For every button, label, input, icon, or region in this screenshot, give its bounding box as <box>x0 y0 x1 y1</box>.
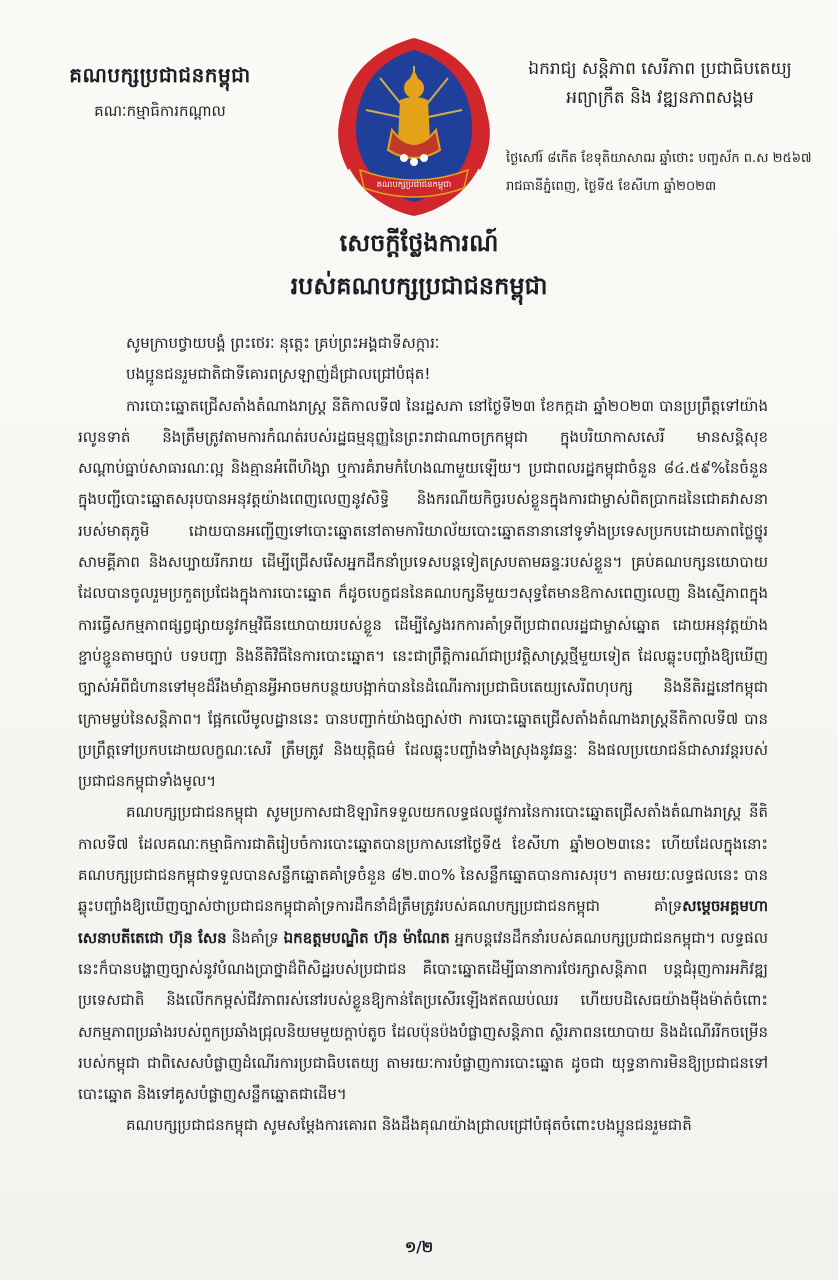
title-line2: របស់គណបក្សប្រជាជនកម្ពុជា <box>290 272 548 300</box>
paragraph-1: ការបោះឆ្នោតជ្រើសតាំងតំណាងរាស្ត្រ នីតិកាលទី៧ នៃរដ្ឋសភា នៅថ្ងៃទី២៣ ខែកក្កដា ឆ្នាំ២០២៣ បានប្រព្រឹត្តទៅយ៉ាងរលូនទាត់ និងត្រឹមត្រូវតាមការកំណត់របស់រដ្ឋធម្មនុញ្ញនៃព្រះរាជាណាចក្រកម្ពុជា ក្នុងបរិយាកាសសេរី មានសន្តិសុខ សណ្តាប់ធ្នាប់សាធារណៈល្អ និងគ្មានអំពើហិង្សា ឬការគំរាមកំហែងណាមួយឡើយ។ ប្រជាពលរដ្ឋកម្ពុជាចំនួន ៨៤.៥៩%នៃចំនួនក្នុងបញ្ជីបោះឆ្នោតសរុបបានអនុវត្តយ៉ាងពេញលេញនូវសិទ្ធិ និងករណីយកិច្ចរបស់ខ្លួនក្នុងការជាម្ចាស់ពិតប្រាកដនៃជោគវាសនារបស់មាតុភូមិ ដោយបានអញ្ជើញទៅបោះឆ្នោតនៅតាមការិយាល័យបោះឆ្នោតនានានៅទូទាំងប្រទេសប្រកបដោយភាពថ្លៃថ្នូរ សាមគ្គីភាព និងសប្បាយរីករាយ ដើម្បីជ្រើសរើសអ្នកដឹកនាំប្រទេសបន្តទៀតស្របតាមឆន្ទៈរបស់ខ្លួន។ គ្រប់គណបក្សនយោបាយដែលបានចូលរួមប្រកួតប្រជែងក្នុងការបោះឆ្នោត ក៏ដូចបេក្ខជននៃគណបក្សនីមួយៗសុទ្ធតែមានឱកាសពេញលេញ និងស្មើភាពក្នុងការធ្វើសកម្មភាពផ្សព្វផ្សាយនូវកម្មវិធីនយោបាយរបស់ខ្លួន ដើម្បីស្វែងរកការគាំទ្រពីប្រជាពលរដ្ឋជាម្ចាស់ឆ្នោត ដោយអនុវត្តយ៉ាងខ្ជាប់ខ្ជួនតាមច្បាប់ បទបញ្ជា និងនីតិវិធីនៃការបោះឆ្នោត។ នេះជាព្រឹត្តិការណ៍ជាប្រវត្តិសាស្ត្រថ្មីមួយទៀត ដែលឆ្លុះបញ្ចាំងឱ្យឃើញច្បាស់អំពីជំហានទៅមុខដ៏រឹងមាំគ្មានអ្វីអាចមកបន្ថយបង្អាក់បាននៃដំណើរការប្រជាធិបតេយ្យសេរីពហុបក្ស និងនីតិរដ្ឋនៅកម្ពុជាក្រោមម្លប់នៃសន្តិភាព។ ផ្អែកលើមូលដ្ឋាននេះ បានបញ្ជាក់យ៉ាងច្បាស់ថា ការបោះឆ្នោតជ្រើសតាំងតំណាងរាស្ត្រនីតិកាលទី៧ បានប្រព្រឹត្តទៅប្រកបដោយលក្ខណៈសេរី ត្រឹមត្រូវ និងយុត្តិធម៌ ដែលឆ្លុះបញ្ចាំងទាំងស្រុងនូវឆន្ទៈ និងផលប្រយោជន៍ជាសារវន្តរបស់ប្រជាជនកម្ពុជាទាំងមូល។ <box>78 396 768 791</box>
paragraph-2-bold-hun-manet: ឯកឧត្តមបណ្ឌិត ហ៊ុន ម៉ាណែត <box>283 928 450 947</box>
national-motto-line1: ឯករាជ្យ សន្តិភាព សេរីភាព ប្រជាធិបតេយ្យ <box>528 59 792 79</box>
document-body <box>78 328 768 1142</box>
party-logo <box>330 30 498 220</box>
title-line1: សេចក្តីថ្លែងការណ៍ <box>339 229 499 257</box>
greeting-line2: បងប្អូនជនរួមជាតិជាទីគោរពស្រឡាញ់ដ៏ជ្រាលជ្រៅបំផុត! <box>126 365 431 384</box>
paragraph-2-part-c: អ្នកបន្តវេនដឹកនាំរបស់គណបក្សប្រជាជនកម្ពុជា។ លទ្ធផលនេះក៏បានបង្ហាញច្បាស់នូវបំណងប្រាថ្នាដ៏ពិសិដ្ឋរបស់ប្រជាជន គឺបោះឆ្នោតដើម្បីធានាការថែរក្សាសន្តិភាព បន្តជំរុញការអភិវឌ្ឍប្រទេសជាតិ និងលើកកម្ពស់ជីវភាពរស់នៅរបស់ខ្លួនឱ្យកាន់តែប្រសើរឡើងឥតឈប់ឈរ ហើយបដិសេធយ៉ាងម៉ឺងម៉ាត់ចំពោះសកម្មភាពប្រឆាំងរបស់ពួកប្រឆាំងជ្រុលនិយមមួយក្តាប់តូច ដែលប៉ុនប៉ងបំផ្លាញសន្តិភាព ស្ថិរភាពនយោបាយ និងដំណើររីកចម្រើនរបស់កម្ពុជា ជាពិសេសបំផ្លាញដំណើរការប្រជាធិបតេយ្យ តាមរយៈការបំផ្លាញការបោះឆ្នោត ដូចជា យុទ្ធនាការមិនឱ្យប្រជាជនទៅបោះឆ្នោត និងទៅគូសបំផ្លាញសន្លឹកឆ្នោតជាដើម។ <box>78 928 768 1104</box>
date-block <box>506 145 822 201</box>
national-motto-line2: អព្យាក្រឹត និង វឌ្ឍនភាពសង្គម <box>566 88 754 108</box>
page-number: ១/២ <box>404 1238 434 1256</box>
logo-text: គណបក្សប្រជាជនកម្ពុជា <box>376 180 452 190</box>
paragraph-2-part-b: និងគាំទ្រ <box>226 928 284 947</box>
date-solar: រាជធានីភ្នំពេញ, ថ្ងៃទី៥ ខែសីហា ឆ្នាំ២០២៣ <box>506 179 717 194</box>
paragraph-2-part-a: គណបក្សប្រជាជនកម្ពុជា សូមប្រកាសជាឱឡារិកទទួលយកលទ្ធផលផ្លូវការនៃការបោះឆ្នោតជ្រើសតាំងតំណាងរាស្ត្រ នីតិកាលទី៧ ដែលគណៈកម្មាធិការជាតិរៀបចំការបោះឆ្នោតបានប្រកាសនៅថ្ងៃទី៥ ខែសីហា ឆ្នាំ២០២៣នេះ ហើយដែលក្នុងនោះ គណបក្សប្រជាជនកម្ពុជាទទួលបានសន្លឹកឆ្នោតគាំទ្រចំនួន ៨២.៣០% នៃសន្លឹកឆ្នោតបានការសរុប។ តាមរយៈលទ្ធផលនេះ បានឆ្លុះបញ្ចាំងឱ្យឃើញច្បាស់ថាប្រជាជនកម្ពុជាគាំទ្រការដឹកនាំដ៏ត្រឹមត្រូវរបស់គណបក្សប្រជាជនកម្ពុជា គាំទ្រ <box>78 803 768 916</box>
greeting-line1: សូមក្រាបថ្វាយបង្គំ ព្រះថេរៈ នុត្តេះ គ្រប់ព្រះអង្គជាទីសក្ការៈ <box>126 334 440 352</box>
document-title <box>0 228 838 306</box>
committee-name: គណៈកម្មាធិការកណ្តាល <box>94 102 226 120</box>
header-left <box>40 62 280 124</box>
party-name: គណបក្សប្រជាជនកម្ពុជា <box>69 63 251 87</box>
date-lunar: ថ្ងៃសៅរ៍ ៨កើត ខែទុតិយាសាឍ ឆ្នាំថោះ បញ្ចស័ក ព.ស ២៥៦៧ <box>506 151 812 166</box>
header-right <box>500 58 820 112</box>
paragraph-2-bold-hun-sen: សម្តេចអគ្គមហាសេនាបតីតេជោ ហ៊ុន សែន <box>78 897 768 947</box>
paragraph-3: គណបក្សប្រជាជនកម្ពុជា សូមសម្តែងការគោរព និងដឹងគុណយ៉ាងជ្រាលជ្រៅបំផុតចំពោះបងប្អូនជនរួមជាតិ <box>126 1116 692 1135</box>
paragraph-2 <box>78 797 768 1110</box>
